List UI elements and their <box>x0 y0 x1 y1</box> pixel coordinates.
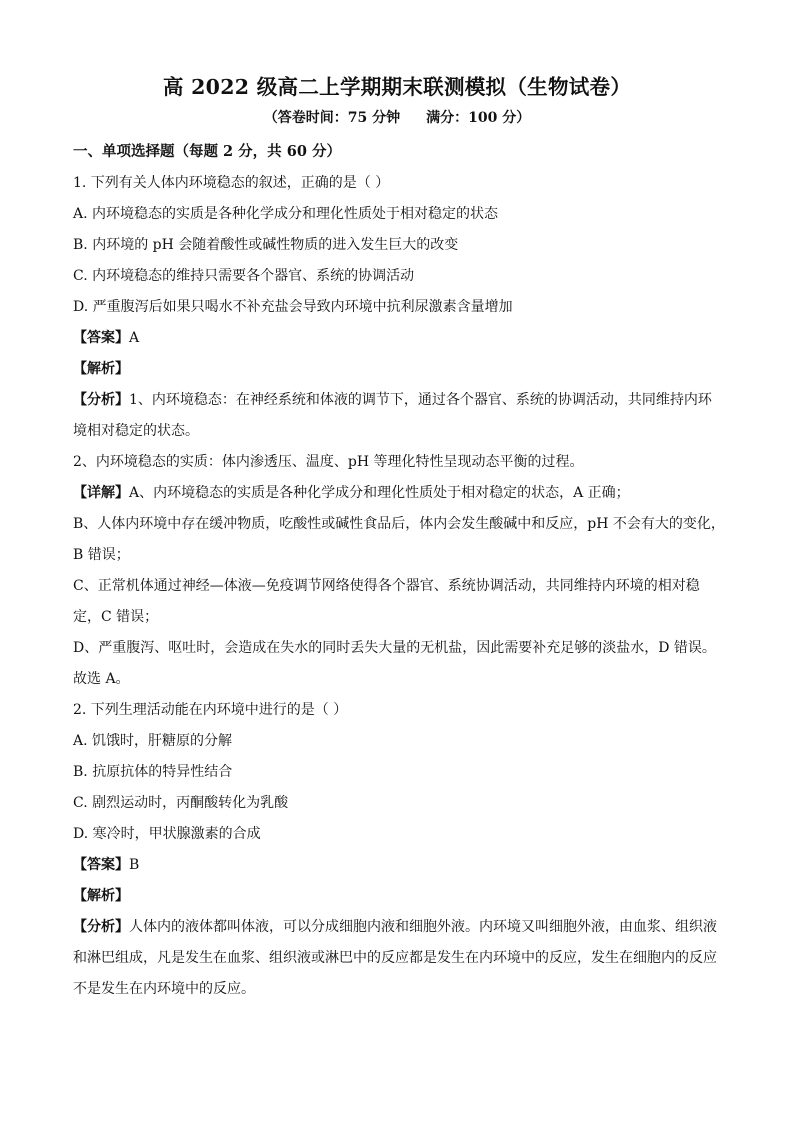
text-line <box>73 881 728 912</box>
line-text: C. 剧烈运动时，丙酮酸转化为乳酸 <box>73 795 289 811</box>
exam-info <box>0 107 794 127</box>
text-line <box>73 478 728 509</box>
text-line <box>73 261 728 292</box>
exam-time: （答卷时间：75 分钟 <box>263 110 401 126</box>
line-text: 2、内环境稳态的实质：体内渗透压、温度、pH 等理化特性呈现动态平衡的过程。 <box>73 454 584 470</box>
text-line <box>73 509 728 540</box>
exam-score: 满分：100 分） <box>426 110 531 126</box>
line-text: B. 内环境的 pH 会随着酸性或碱性物质的进入发生巨大的改变 <box>73 237 459 253</box>
text-line <box>73 943 728 974</box>
line-text: 境相对稳定的状态。 <box>73 423 199 439</box>
text-line <box>73 323 728 354</box>
text-line <box>73 850 728 881</box>
text-line <box>73 788 728 819</box>
section-label: 【解析】 <box>73 361 129 377</box>
line-text: A <box>129 330 140 346</box>
text-line <box>73 726 728 757</box>
section-label: 【答案】 <box>73 330 129 346</box>
line-text: 故选 A。 <box>73 671 130 687</box>
line-text: D、严重腹泻、呕吐时，会造成在失水的同时丢失大量的无机盐，因此需要补充足够的淡盐水，D 错误。 <box>73 640 716 656</box>
section-label: 【答案】 <box>73 857 129 873</box>
text-line <box>73 664 728 695</box>
page-title: 高 2022 级高二上学期期末联测模拟（生物试卷） <box>162 75 632 99</box>
text-line <box>73 385 728 416</box>
line-text: 1. 下列有关人体内环境稳态的叙述，正确的是（ ） <box>73 175 390 191</box>
text-line <box>73 416 728 447</box>
line-text: 不是发生在内环境中的反应。 <box>73 981 255 997</box>
text-line <box>73 540 728 571</box>
section-label: 【分析】 <box>73 392 129 408</box>
text-line <box>73 819 728 850</box>
text-line <box>73 633 728 664</box>
line-text: 和淋巴组成，凡是发生在血浆、组织液或淋巴中的反应都是发生在内环境中的反应，发生在细胞内的反应 <box>73 950 717 966</box>
line-text: 1、内环境稳态：在神经系统和体液的调节下，通过各个器官、系统的协调活动，共同维持内环 <box>129 392 712 408</box>
line-text: 2. 下列生理活动能在内环境中进行的是（ ） <box>73 702 348 718</box>
line-text: A. 饥饿时，肝糖原的分解 <box>73 733 233 749</box>
line-text: C、正常机体通过神经—体液—免疫调节网络使得各个器官、系统协调活动，共同维持内环境的相对稳 <box>73 578 700 594</box>
section-label: 【详解】 <box>73 485 129 501</box>
text-line <box>73 447 728 478</box>
text-line <box>73 974 728 1005</box>
text-line <box>73 292 728 323</box>
section-label: 【分析】 <box>73 919 129 935</box>
text-line <box>73 602 728 633</box>
section-label: 【解析】 <box>73 888 129 904</box>
text-line <box>73 230 728 261</box>
text-line <box>73 199 728 230</box>
line-text: 定，C 错误； <box>73 609 159 625</box>
document-body <box>73 168 728 1005</box>
line-text: D. 严重腹泻后如果只喝水不补充盐会导致内环境中抗利尿激素含量增加 <box>73 299 513 315</box>
line-text: B <box>129 857 140 873</box>
line-text: B. 抗原抗体的特异性结合 <box>73 764 233 780</box>
text-line <box>73 695 728 726</box>
text-line <box>73 757 728 788</box>
line-text: D. 寒冷时，甲状腺激素的合成 <box>73 826 261 842</box>
line-text: A、内环境稳态的实质是各种化学成分和理化性质处于相对稳定的状态，A 正确； <box>129 485 630 501</box>
line-text: B、人体内环境中存在缓冲物质，吃酸性或碱性食品后，体内会发生酸碱中和反应，pH 不会有大的变化， <box>73 516 725 532</box>
line-text: C. 内环境稳态的维持只需要各个器官、系统的协调活动 <box>73 268 415 284</box>
text-line <box>73 354 728 385</box>
text-line <box>73 571 728 602</box>
text-line <box>73 912 728 943</box>
line-text: A. 内环境稳态的实质是各种化学成分和理化性质处于相对稳定的状态 <box>73 206 499 222</box>
text-line <box>73 168 728 199</box>
section-title: 一、单项选择题（每题 2 分，共 60 分） <box>73 143 341 160</box>
line-text: 人体内的液体都叫体液，可以分成细胞内液和细胞外液。内环境又叫细胞外液，由血浆、组织液 <box>129 919 717 935</box>
line-text: B 错误； <box>73 547 130 563</box>
